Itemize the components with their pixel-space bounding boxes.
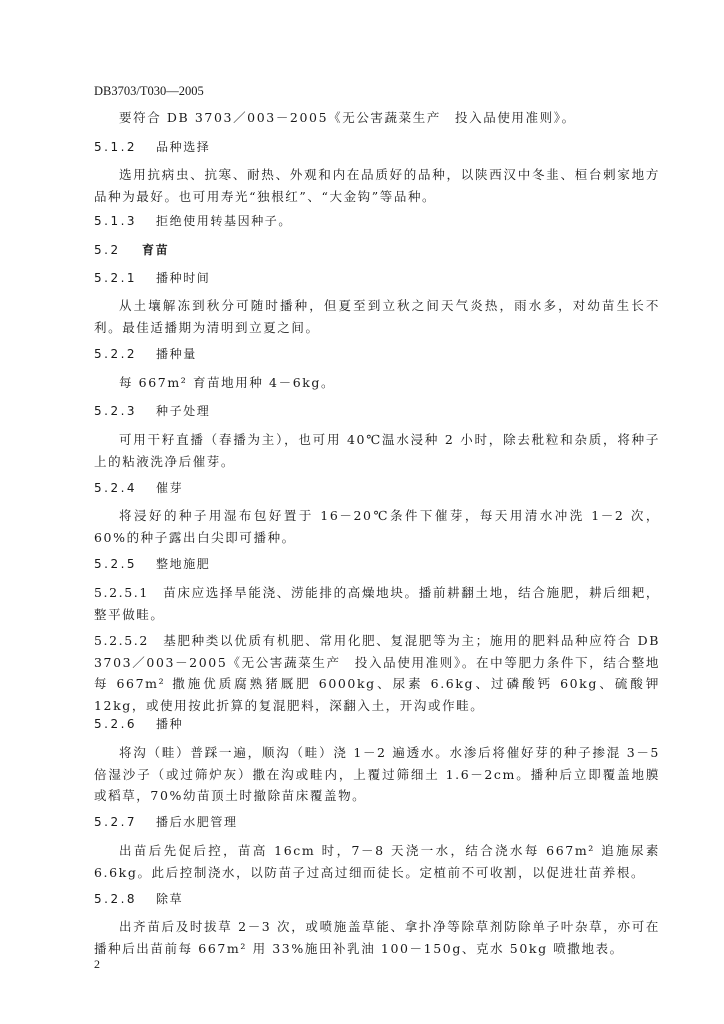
section-heading: 5.2.4 催芽 [94,481,184,495]
section-heading: 5.2.1 播种时间 [94,271,211,285]
paragraph: 5.2.5.1 苗床应选择旱能浇、涝能排的高燥地块。播前耕翻土地，结合施肥，耕后细耙，整平做畦。 [94,585,660,622]
document-header-id: DB3703/T030—2005 [94,84,204,98]
section-heading: 5.1.3 拒绝使用转基因种子。 [94,214,293,228]
section-heading: 5.2.8 除草 [94,892,184,906]
section-heading: 5.2.5 整地施肥 [94,557,211,571]
paragraph: 选用抗病虫、抗寒、耐热、外观和内在品质好的品种，以陕西汉中冬韭、桓台剌家地方品种为最好。也可用寿光“独根红”、“大金钩”等品种。 [94,167,660,204]
page-number: 2 [94,957,100,971]
paragraph: 将浸好的种子用湿布包好置于 16－20℃条件下催芽，每天用清水冲洗 1－2 次，60%的种子露出白尖即可播种。 [94,508,660,545]
paragraph: 要符合 DB 3703／003－2005《无公害蔬菜生产 投入品使用准则》。 [119,110,576,125]
section-heading: 5.1.2 品种选择 [94,140,211,154]
paragraph: 可用干籽直播（春播为主），也可用 40℃温水浸种 2 小时，除去秕粒和杂质，将种子上的粘液洗净后催芽。 [94,432,660,469]
section-heading: 5.2.2 播种量 [94,347,197,361]
section-heading: 5.2.6 播种 [94,717,184,731]
paragraph: 每 667m² 育苗地用种 4－6kg。 [119,375,336,390]
paragraph: 出苗后先促后控，苗高 16cm 时，7－8 天浇一水，结合浇水每 667m² 追施尿素 6.6kg。此后控制浇水，以防苗子过高过细而徒长。定植前不可收割，以促进壮苗养根。 [94,843,660,880]
section-heading: 5.2.3 种子处理 [94,404,211,418]
section-heading: 5.2.7 播后水肥管理 [94,815,238,829]
section-heading: 5.2 育苗 [94,243,170,257]
paragraph: 5.2.5.2 基肥种类以优质有机肥、常用化肥、复混肥等为主；施用的肥料品种应符合 DB 3703／003－2005《无公害蔬菜生产 投入品使用准则》。在中等肥力条件下，结合整地每 667m² 撒施优质腐熟猪厩肥 6000kg、尿素 6.6kg、过磷酸钙 60kg、硫酸钾 12kg，或使用按此折算的复混肥料，深翻入土，开沟或作畦。 [94,633,660,713]
paragraph: 将沟（畦）普踩一遍，顺沟（畦）浇 1－2 遍透水。水渗后将催好芽的种子掺混 3－5 倍湿沙子（或过筛炉灰）撒在沟或畦内，上覆过筛细土 1.6－2cm。播种后立即覆盖地膜或稻草，70%幼苗顶土时撤除苗床覆盖物。 [94,745,660,803]
paragraph: 出齐苗后及时拔草 2－3 次，或喷施盖草能、拿扑净等除草剂防除单子叶杂草，亦可在播种后出苗前每 667m² 用 33%施田补乳油 100－150g、克水 50kg 喷撒地表。 [94,919,660,956]
paragraph: 从土壤解冻到秋分可随时播种，但夏至到立秋之间天气炎热，雨水多，对幼苗生长不利。最佳适播期为清明到立夏之间。 [94,298,660,335]
